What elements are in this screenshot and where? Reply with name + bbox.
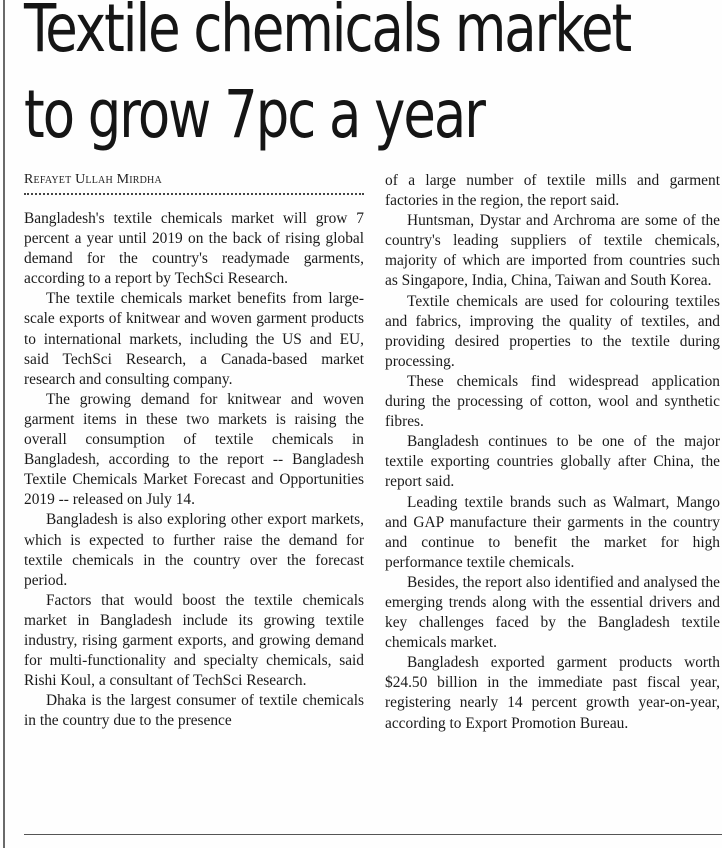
paragraph: Factors that would boost the textile chemicals market in Bangladesh include its growing textile industry, rising garment exports, and growing demand for multi-functionality and specialty chemicals, said Rishi Koul, a consultant of TechSci Research. — [24, 591, 364, 690]
byline: Refayet Ullah Mirdha — [24, 172, 162, 187]
paragraph: Dhaka is the largest consumer of textile chemicals in the country due to the presence — [24, 692, 364, 730]
paragraph: Besides, the report also identified and analysed the emerging trends along with the essential drivers and key challenges faced by the Bangladesh textile chemicals market. — [385, 573, 720, 652]
paragraph: The growing demand for knitwear and woven garment items in these two markets is raising the overall consumption of textile chemicals in Bangladesh, according to the report -- Bangladesh Textile Chemicals Market Forecast and Opportunities 2019 -- released on July 14. — [24, 390, 364, 509]
paragraph: Bangladesh is also exploring other export markets, which is expected to further raise the demand for textile chemicals in the country over the forecast period. — [24, 511, 364, 589]
article-column-left — [24, 209, 364, 731]
headline-line-1: Textile chemicals market — [24, 0, 631, 67]
paragraph: Huntsman, Dystar and Archroma are some of the country's leading suppliers of textile chemicals, majority of which are imported from countries such as Singapore, India, China, Taiwan and South Korea. — [385, 212, 720, 290]
article-column-right — [385, 171, 720, 734]
paragraph: Bangladesh continues to be one of the major textile exporting countries globally after China, the report said. — [385, 433, 720, 491]
headline — [24, 0, 631, 158]
paragraph: The textile chemicals market benefits from large-scale exports of knitwear and woven garment products to international markets, including the US and EU, said TechSci Research, a Canada-based market research and consulting company. — [24, 290, 364, 388]
bottom-divider — [24, 834, 722, 835]
paragraph: Leading textile brands such as Walmart, Mango and GAP manufacture their garments in the country and continue to benefit the market for high performance textile chemicals. — [385, 493, 720, 571]
paragraph: of a large number of textile mills and garment factories in the region, the report said. — [385, 172, 720, 210]
column-border-line — [3, 0, 5, 848]
paragraph: Bangladesh exported garment products worth $24.50 billion in the immediate past fiscal year, registering nearly 14 percent growth year-on-year, according to Export Promotion Bureau. — [385, 654, 720, 732]
paragraph: These chemicals find widespread application during the processing of cotton, wool and synthetic fibres. — [385, 372, 720, 431]
headline-line-2: to grow 7pc a year — [24, 76, 484, 153]
byline-dotted-separator — [24, 193, 364, 195]
paragraph: Textile chemicals are used for colouring textiles and fabrics, improving the quality of textiles, and providing desired properties to the textile during processing. — [385, 292, 720, 370]
paragraph: Bangladesh's textile chemicals market will grow 7 percent a year until 2019 on the back of rising global demand for the country's readymade garments, according to a report by TechSci Research. — [24, 210, 364, 288]
